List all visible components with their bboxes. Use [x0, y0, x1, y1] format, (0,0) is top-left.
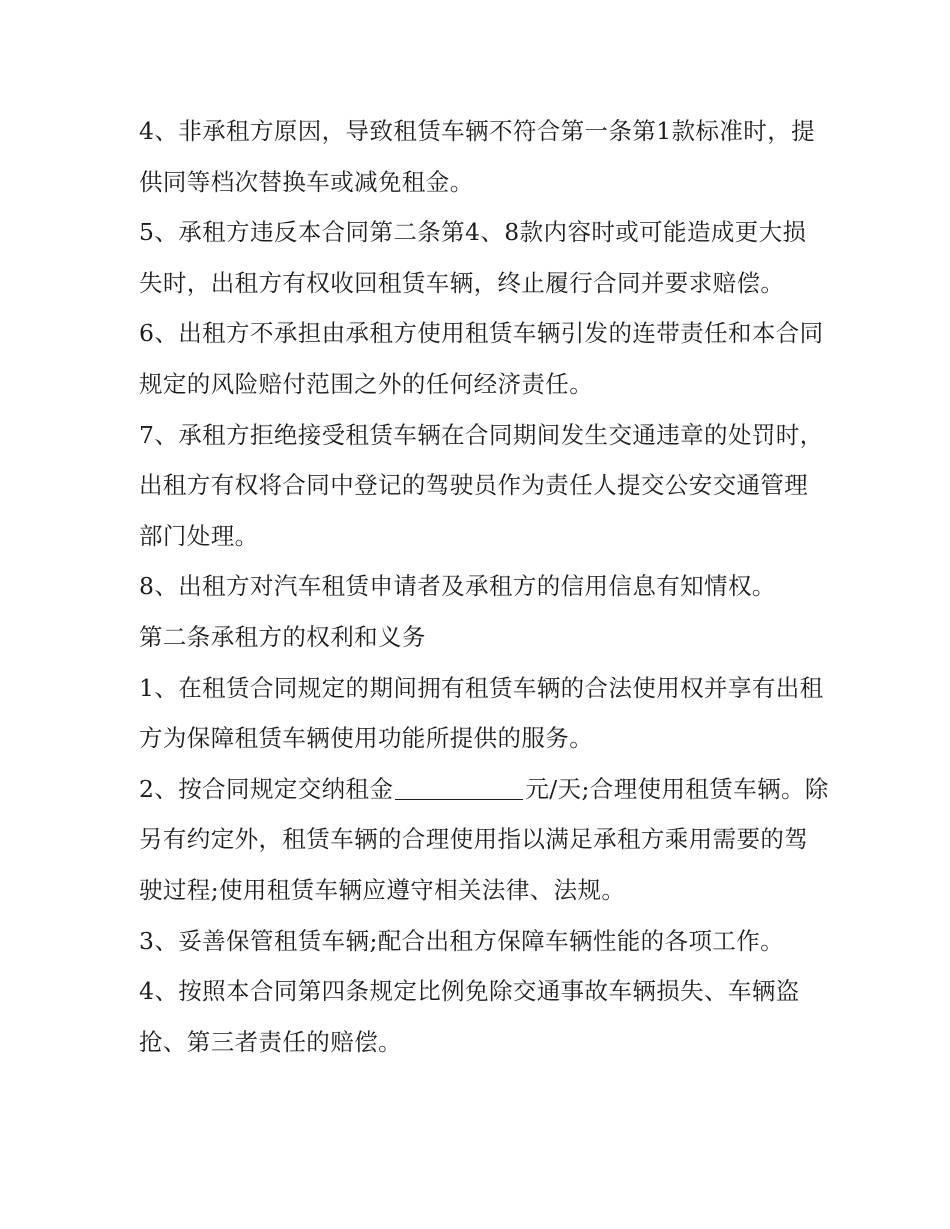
clause-8-credit-info: 8、出租方对汽车租赁申请者及承租方的信用信息有知情权。	[139, 572, 776, 601]
clause-4-accident-exemption: 4、按照本合同第四条规定比例免除交通事故车辆损失、车辆盗抢、第三者责任的赔偿。	[139, 977, 800, 1056]
clause-2-rent-payment	[139, 764, 829, 916]
clause-6-liability: 6、出租方不承担由承租方使用租赁车辆引发的连带责任和本合同规定的风险赔付范围之外的任何经济责任。	[139, 319, 824, 398]
clause-3-safekeeping: 3、妥善保管租赁车辆;配合出租方保障车辆性能的各项工作。	[139, 926, 785, 955]
document-page	[139, 106, 829, 1067]
section-heading-lessee-rights: 第二条承租方的权利和义务	[139, 622, 426, 651]
clause-5-repossession: 5、承租方违反本合同第二条第4、8款内容时或可能造成更大损失时，出租方有权收回租赁车辆，终止履行合同并要求赔偿。	[139, 218, 807, 297]
clause-1-usage-right: 1、在租赁合同规定的期间拥有租赁车辆的合法使用权并享有出租方为保障租赁车辆使用功能所提供的服务。	[139, 673, 824, 753]
clause-7-traffic-violation: 7、承租方拒绝接受租赁车辆在合同期间发生交通违章的处罚时，出租方有权将合同中登记的驾驶员作为责任人提交公安交通管理部门处理。	[139, 420, 824, 550]
rent-amount-blank	[395, 775, 523, 800]
rent-clause-suffix: 元/天;合理使用租赁车辆。除另有约定外，租赁车辆的合理使用指以满足承租方乘用需要的驾驶过程;使用租赁车辆应遵守相关法律、法规。	[139, 774, 829, 904]
rent-clause-prefix: 2、按合同规定交纳租金	[139, 774, 394, 803]
clause-4-substitute-vehicle: 4、非承租方原因，导致租赁车辆不符合第一条第1款标准时，提供同等档次替换车或减免租金。	[139, 117, 816, 196]
